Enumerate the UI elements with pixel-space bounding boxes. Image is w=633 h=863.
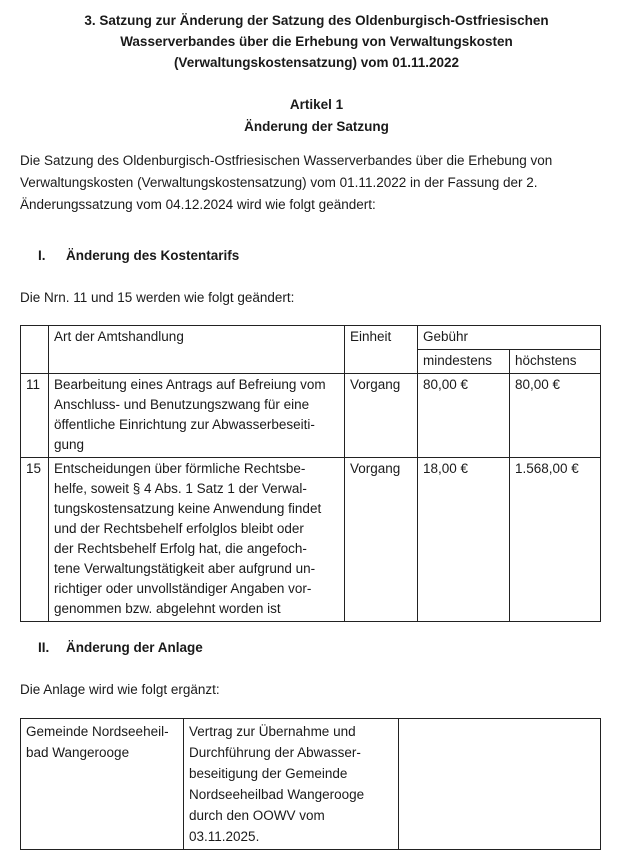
row-einheit: Vorgang: [345, 374, 418, 458]
intro-paragraph: [20, 150, 610, 216]
row-einheit: Vorgang: [345, 458, 418, 622]
title-line: 3. Satzung zur Änderung der Satzung des Oldenburgisch-Ostfriesischen: [84, 13, 549, 28]
header-gebuehr: Gebühr: [418, 326, 601, 350]
row-art-line: und der Rechtsbehelf erfolglos bleibt oder: [54, 521, 304, 536]
row-max: 1.568,00 €: [510, 458, 601, 622]
annex-vertrag: [184, 719, 399, 850]
row-art-line: Bearbeitung eines Antrags auf Befreiung vom: [54, 377, 326, 392]
row-min: 18,00 €: [418, 458, 510, 622]
row-max: 80,00 €: [510, 374, 601, 458]
section-1-heading: [38, 246, 239, 266]
row-art-line: Anschluss- und Benutzungszwang für eine: [54, 397, 310, 412]
annex-vertrag-line: 03.11.2025.: [189, 829, 260, 844]
section-1-text: [20, 287, 610, 309]
section-2-text-line: Die Anlage wird wie folgt ergänzt:: [20, 682, 220, 697]
annex-vertrag-line: durch den OOWV vom: [189, 808, 325, 823]
intro-line: Verwaltungskosten (Verwaltungskostensatzung) vom 01.11.2022 in der Fassung der 2.: [20, 175, 538, 190]
annex-empty-cell: [399, 719, 601, 850]
annex-vertrag-line: Vertrag zur Übernahme und: [189, 724, 356, 739]
article-heading: [20, 94, 613, 138]
annex-gemeinde-line: Gemeinde Nordseeheil-: [26, 724, 169, 739]
intro-line: Die Satzung des Oldenburgisch-Ostfriesischen Wasserverbandes über die Erhebung von: [20, 153, 553, 168]
row-art-line: helfe, soweit § 4 Abs. 1 Satz 1 der Verwal-: [54, 481, 307, 496]
header-nr-cell: [21, 326, 49, 374]
annex-gemeinde: [21, 719, 184, 850]
row-nr: 15: [21, 458, 49, 622]
section-2-number: II.: [38, 640, 50, 655]
row-art-line: genommen bzw. abgelehnt worden ist: [54, 601, 281, 616]
section-2-text: [20, 679, 610, 701]
annex-vertrag-line: beseitigung der Gemeinde: [189, 766, 348, 781]
article-title: Änderung der Satzung: [244, 119, 389, 134]
table-row: [21, 374, 601, 458]
section-2-heading: [38, 638, 203, 658]
row-art-line: öffentliche Einrichtung zur Abwasserbeseiti-: [54, 417, 315, 432]
table-row: [21, 719, 601, 850]
row-art-line: Entscheidungen über förmliche Rechtsbe-: [54, 461, 306, 476]
title-line: (Verwaltungskostensatzung) vom 01.11.2022: [173, 55, 460, 70]
row-art: [49, 458, 345, 622]
row-art-line: richtiger oder unvollständiger Angaben vor-: [54, 581, 312, 596]
title-line: Wasserverbandes über die Erhebung von Verwaltungskosten: [120, 34, 513, 49]
header-einheit: Einheit: [345, 326, 418, 374]
intro-line: Änderungssatzung vom 04.12.2024 wird wie folgt geändert:: [20, 197, 376, 212]
row-min: 80,00 €: [418, 374, 510, 458]
article-number: Artikel 1: [289, 97, 344, 112]
section-1-title: Änderung des Kostentarifs: [66, 248, 240, 263]
header-mindestens: mindestens: [418, 350, 510, 374]
table-header-row: [21, 326, 601, 350]
row-art-line: tene Verwaltungstätigkeit aber aufgrund un-: [54, 561, 316, 576]
section-2-title: Änderung der Anlage: [66, 640, 203, 655]
row-art: [49, 374, 345, 458]
annex-vertrag-line: Durchführung der Abwasser-: [189, 745, 361, 760]
row-nr: 11: [21, 374, 49, 458]
annex-table: [20, 718, 601, 850]
tariff-table: [20, 325, 601, 622]
annex-gemeinde-line: bad Wangerooge: [26, 745, 130, 760]
row-art-line: gung: [54, 437, 85, 452]
header-hoechstens: höchstens: [510, 350, 601, 374]
row-art-line: tungskostensatzung keine Anwendung findet: [54, 501, 322, 516]
table-row: [21, 458, 601, 622]
annex-vertrag-line: Nordseeheilbad Wangerooge: [189, 787, 365, 802]
section-1-text-line: Die Nrn. 11 und 15 werden wie folgt geändert:: [20, 290, 295, 305]
header-art: Art der Amtshandlung: [49, 326, 345, 374]
document-title: [20, 10, 613, 73]
section-1-number: I.: [38, 248, 46, 263]
row-art-line: der Rechtsbehelf Erfolg hat, die angefoch-: [54, 541, 307, 556]
